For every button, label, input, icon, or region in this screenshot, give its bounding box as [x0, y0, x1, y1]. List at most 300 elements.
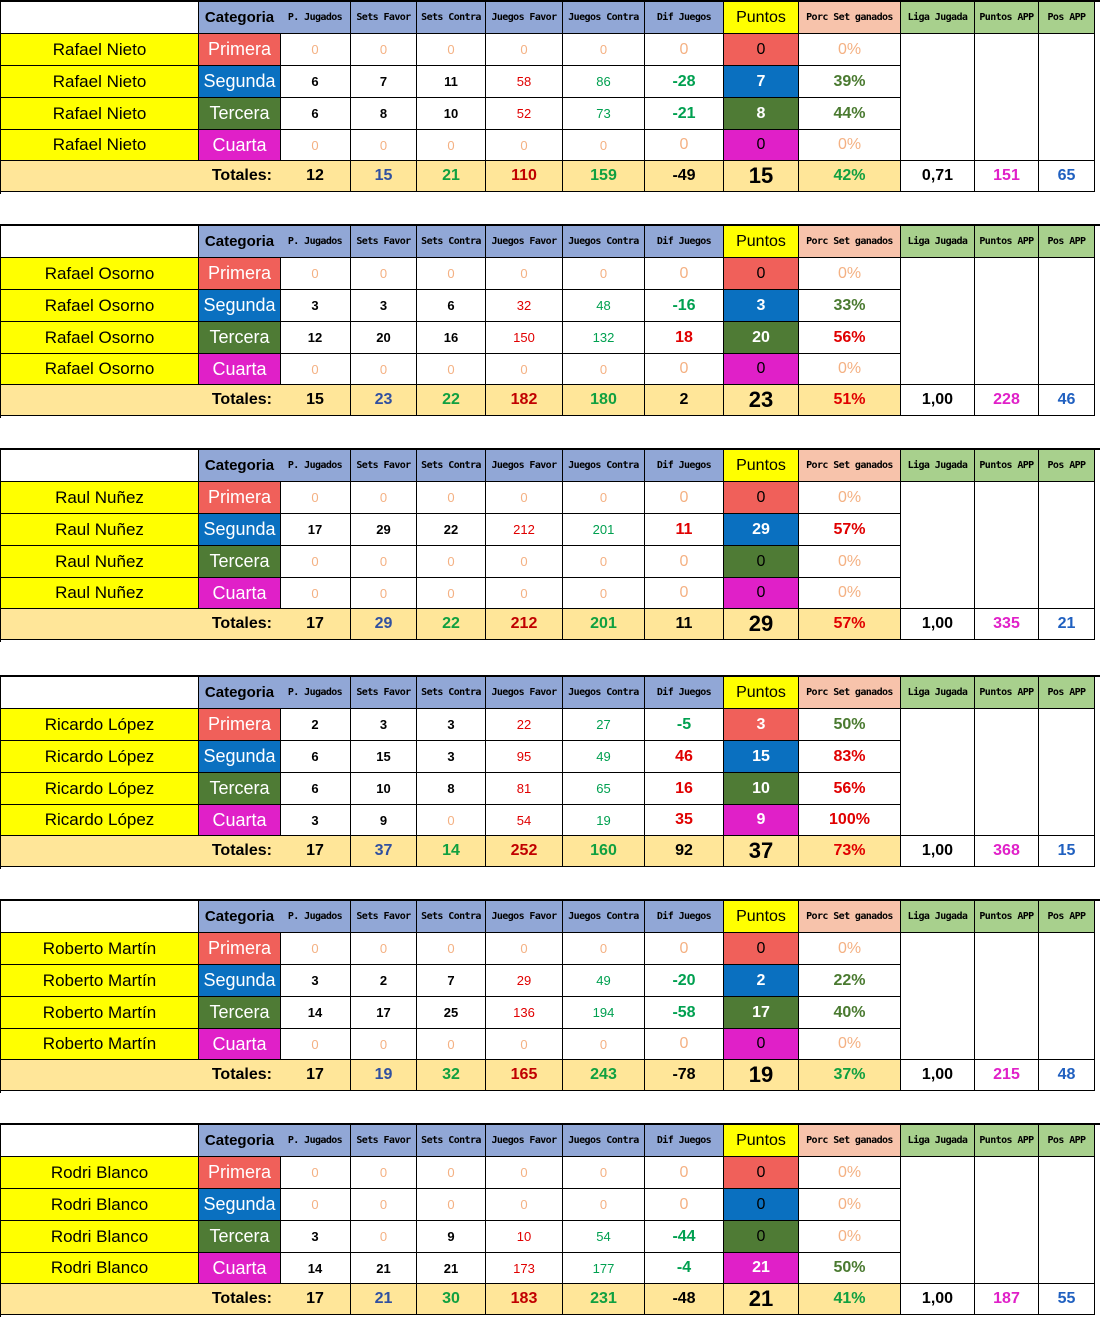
player-block	[0, 0, 1100, 194]
header-p-jugados: P. Jugados	[280, 226, 351, 258]
p-jugados-value: 0	[280, 1157, 351, 1189]
p-jugados-value: 6	[280, 66, 351, 98]
p-jugados-value: 14	[280, 1253, 351, 1284]
category-cuarta: Cuarta	[199, 1029, 281, 1060]
juegos-favor-value: 173	[486, 1253, 563, 1284]
total-juegos-contra: 180	[563, 385, 645, 416]
header-juegos-favor: Juegos Favor	[486, 2, 563, 34]
dif-juegos-value: 0	[645, 354, 724, 385]
pos-app-empty	[1039, 965, 1095, 997]
sets-contra-value: 10	[417, 98, 486, 130]
juegos-contra-value: 0	[563, 546, 645, 578]
total-porc-set-ganados: 73%	[799, 836, 901, 867]
header-sets-contra: Sets Contra	[417, 677, 486, 709]
category-tercera: Tercera	[199, 773, 281, 805]
dif-juegos-value: 35	[645, 805, 724, 836]
p-jugados-value: 0	[280, 258, 351, 290]
total-sets-favor: 21	[351, 1284, 417, 1315]
puntos-app-empty	[975, 578, 1039, 609]
header-sets-favor: Sets Favor	[351, 226, 417, 258]
player-name: Rafael Nieto	[1, 34, 199, 66]
total-puntos-app: 187	[975, 1284, 1039, 1315]
sets-favor-value: 8	[351, 98, 417, 130]
dif-juegos-value: 0	[645, 578, 724, 609]
header-dif-juegos: Dif Juegos	[645, 901, 724, 933]
totals-label: Totales:	[1, 836, 281, 867]
header-p-jugados: P. Jugados	[280, 2, 351, 34]
player-name: Raul Nuñez	[1, 546, 199, 578]
juegos-contra-value: 49	[563, 741, 645, 773]
total-juegos-favor: 252	[486, 836, 563, 867]
liga-jugada-empty	[901, 258, 975, 290]
porc-set-ganados-value: 0%	[799, 1029, 901, 1060]
player-name: Roberto Martín	[1, 933, 199, 965]
header-p-jugados: P. Jugados	[280, 450, 351, 482]
total-pos-app: 21	[1039, 609, 1095, 640]
juegos-favor-value: 0	[486, 482, 563, 514]
juegos-contra-value: 0	[563, 34, 645, 66]
sets-contra-value: 16	[417, 322, 486, 354]
category-segunda: Segunda	[199, 514, 281, 546]
juegos-favor-value: 0	[486, 578, 563, 609]
sets-contra-value: 0	[417, 546, 486, 578]
sets-favor-value: 0	[351, 546, 417, 578]
juegos-contra-value: 0	[563, 258, 645, 290]
juegos-contra-value: 0	[563, 1157, 645, 1189]
header-porc-set-ganados: Porc Set ganados	[799, 901, 901, 933]
porc-set-ganados-value: 57%	[799, 514, 901, 546]
total-puntos: 15	[724, 161, 799, 192]
p-jugados-value: 0	[280, 1029, 351, 1060]
juegos-contra-value: 86	[563, 66, 645, 98]
puntos-value: 29	[724, 514, 799, 546]
dif-juegos-value: 0	[645, 546, 724, 578]
juegos-favor-value: 0	[486, 258, 563, 290]
category-primera: Primera	[199, 34, 281, 66]
sets-favor-value: 17	[351, 997, 417, 1029]
sets-favor-value: 0	[351, 1189, 417, 1221]
header-porc-set-ganados: Porc Set ganados	[799, 677, 901, 709]
player-stats-grid	[280, 899, 1100, 1093]
juegos-favor-value: 212	[486, 514, 563, 546]
player-name: Rodri Blanco	[1, 1189, 199, 1221]
sets-favor-value: 0	[351, 1221, 417, 1253]
header-blank-cell	[1, 1125, 199, 1157]
puntos-app-empty	[975, 1253, 1039, 1284]
player-name: Ricardo López	[1, 709, 199, 741]
juegos-favor-value: 22	[486, 709, 563, 741]
pos-app-empty	[1039, 773, 1095, 805]
totals-label: Totales:	[1, 385, 281, 416]
header-blank-cell	[1, 226, 199, 258]
juegos-contra-value: 48	[563, 290, 645, 322]
player-stats-grid	[280, 448, 1100, 642]
category-primera: Primera	[199, 709, 281, 741]
total-sets-favor: 29	[351, 609, 417, 640]
header-liga-jugada: Liga Jugada	[901, 677, 975, 709]
total-p-jugados: 17	[280, 609, 351, 640]
total-puntos-app: 335	[975, 609, 1039, 640]
sets-favor-value: 10	[351, 773, 417, 805]
header-juegos-contra: Juegos Contra	[563, 226, 645, 258]
header-juegos-favor: Juegos Favor	[486, 450, 563, 482]
puntos-value: 0	[724, 578, 799, 609]
header-p-jugados: P. Jugados	[280, 677, 351, 709]
total-puntos: 19	[724, 1060, 799, 1091]
dif-juegos-value: 0	[645, 130, 724, 161]
total-liga-jugada: 0,71	[901, 161, 975, 192]
pos-app-empty	[1039, 1253, 1095, 1284]
player-block	[0, 448, 1100, 642]
pos-app-empty	[1039, 514, 1095, 546]
total-puntos-app: 368	[975, 836, 1039, 867]
dif-juegos-value: 18	[645, 322, 724, 354]
totals-label: Totales:	[1, 1060, 281, 1091]
puntos-value: 17	[724, 997, 799, 1029]
p-jugados-value: 0	[280, 130, 351, 161]
header-dif-juegos: Dif Juegos	[645, 677, 724, 709]
total-puntos: 37	[724, 836, 799, 867]
dif-juegos-value: 0	[645, 933, 724, 965]
category-cuarta: Cuarta	[199, 130, 281, 161]
pos-app-empty	[1039, 1221, 1095, 1253]
sets-favor-value: 29	[351, 514, 417, 546]
total-p-jugados: 17	[280, 1284, 351, 1315]
header-liga-jugada: Liga Jugada	[901, 226, 975, 258]
pos-app-empty	[1039, 1029, 1095, 1060]
liga-jugada-empty	[901, 578, 975, 609]
dif-juegos-value: 11	[645, 514, 724, 546]
liga-jugada-empty	[901, 290, 975, 322]
header-puntos: Puntos	[724, 2, 799, 34]
sets-favor-value: 21	[351, 1253, 417, 1284]
dif-juegos-value: 0	[645, 1029, 724, 1060]
puntos-value: 3	[724, 290, 799, 322]
liga-jugada-empty	[901, 514, 975, 546]
sets-contra-value: 8	[417, 773, 486, 805]
header-porc-set-ganados: Porc Set ganados	[799, 226, 901, 258]
porc-set-ganados-value: 33%	[799, 290, 901, 322]
juegos-favor-value: 0	[486, 1157, 563, 1189]
juegos-contra-value: 194	[563, 997, 645, 1029]
player-name: Rafael Nieto	[1, 98, 199, 130]
player-name: Roberto Martín	[1, 997, 199, 1029]
juegos-favor-value: 0	[486, 1189, 563, 1221]
sets-contra-value: 0	[417, 34, 486, 66]
p-jugados-value: 3	[280, 965, 351, 997]
player-block	[0, 899, 1100, 1093]
header-juegos-favor: Juegos Favor	[486, 226, 563, 258]
player-name: Ricardo López	[1, 773, 199, 805]
liga-jugada-empty	[901, 709, 975, 741]
p-jugados-value: 3	[280, 290, 351, 322]
sets-contra-value: 11	[417, 66, 486, 98]
puntos-app-empty	[975, 965, 1039, 997]
puntos-app-empty	[975, 354, 1039, 385]
puntos-value: 15	[724, 741, 799, 773]
dif-juegos-value: 16	[645, 773, 724, 805]
porc-set-ganados-value: 0%	[799, 1157, 901, 1189]
puntos-app-empty	[975, 514, 1039, 546]
pos-app-empty	[1039, 997, 1095, 1029]
puntos-app-empty	[975, 997, 1039, 1029]
sets-contra-value: 0	[417, 1029, 486, 1060]
total-juegos-contra: 243	[563, 1060, 645, 1091]
player-left-grid	[0, 675, 280, 869]
player-name: Roberto Martín	[1, 965, 199, 997]
puntos-app-empty	[975, 1157, 1039, 1189]
category-tercera: Tercera	[199, 997, 281, 1029]
header-liga-jugada: Liga Jugada	[901, 1125, 975, 1157]
sets-favor-value: 0	[351, 578, 417, 609]
p-jugados-value: 6	[280, 741, 351, 773]
header-dif-juegos: Dif Juegos	[645, 1125, 724, 1157]
sets-contra-value: 0	[417, 1189, 486, 1221]
puntos-app-empty	[975, 98, 1039, 130]
juegos-contra-value: 0	[563, 482, 645, 514]
puntos-value: 10	[724, 773, 799, 805]
porc-set-ganados-value: 0%	[799, 354, 901, 385]
category-cuarta: Cuarta	[199, 1253, 281, 1284]
liga-jugada-empty	[901, 322, 975, 354]
puntos-value: 0	[724, 546, 799, 578]
liga-jugada-empty	[901, 773, 975, 805]
sets-contra-value: 6	[417, 290, 486, 322]
pos-app-empty	[1039, 482, 1095, 514]
player-name: Ricardo López	[1, 741, 199, 773]
total-dif-juegos: 11	[645, 609, 724, 640]
juegos-contra-value: 0	[563, 130, 645, 161]
header-sets-favor: Sets Favor	[351, 1125, 417, 1157]
player-name: Raul Nuñez	[1, 578, 199, 609]
header-puntos-app: Puntos APP	[975, 677, 1039, 709]
puntos-value: 8	[724, 98, 799, 130]
total-puntos: 23	[724, 385, 799, 416]
header-categoria: Categoria	[199, 1125, 281, 1157]
sets-contra-value: 3	[417, 741, 486, 773]
header-blank-cell	[1, 677, 199, 709]
total-puntos-app: 228	[975, 385, 1039, 416]
porc-set-ganados-value: 0%	[799, 482, 901, 514]
puntos-app-empty	[975, 805, 1039, 836]
header-sets-favor: Sets Favor	[351, 677, 417, 709]
juegos-favor-value: 32	[486, 290, 563, 322]
puntos-app-empty	[975, 130, 1039, 161]
dif-juegos-value: -4	[645, 1253, 724, 1284]
juegos-favor-value: 0	[486, 354, 563, 385]
player-name: Rodri Blanco	[1, 1221, 199, 1253]
puntos-app-empty	[975, 1029, 1039, 1060]
total-sets-contra: 22	[417, 609, 486, 640]
total-juegos-favor: 165	[486, 1060, 563, 1091]
total-porc-set-ganados: 42%	[799, 161, 901, 192]
total-liga-jugada: 1,00	[901, 1284, 975, 1315]
total-puntos: 29	[724, 609, 799, 640]
puntos-value: 9	[724, 805, 799, 836]
juegos-favor-value: 0	[486, 933, 563, 965]
total-pos-app: 48	[1039, 1060, 1095, 1091]
header-porc-set-ganados: Porc Set ganados	[799, 2, 901, 34]
juegos-favor-value: 54	[486, 805, 563, 836]
player-name: Raul Nuñez	[1, 482, 199, 514]
header-dif-juegos: Dif Juegos	[645, 226, 724, 258]
p-jugados-value: 14	[280, 997, 351, 1029]
header-sets-favor: Sets Favor	[351, 450, 417, 482]
category-primera: Primera	[199, 258, 281, 290]
juegos-favor-value: 0	[486, 34, 563, 66]
player-name: Rafael Osorno	[1, 322, 199, 354]
dif-juegos-value: 0	[645, 1189, 724, 1221]
puntos-app-empty	[975, 290, 1039, 322]
juegos-contra-value: 65	[563, 773, 645, 805]
player-block	[0, 1123, 1100, 1317]
sets-contra-value: 0	[417, 482, 486, 514]
sets-favor-value: 20	[351, 322, 417, 354]
porc-set-ganados-value: 0%	[799, 933, 901, 965]
totals-label: Totales:	[1, 161, 281, 192]
player-name: Rodri Blanco	[1, 1157, 199, 1189]
p-jugados-value: 0	[280, 354, 351, 385]
category-segunda: Segunda	[199, 965, 281, 997]
juegos-contra-value: 0	[563, 933, 645, 965]
header-juegos-contra: Juegos Contra	[563, 2, 645, 34]
header-sets-contra: Sets Contra	[417, 1125, 486, 1157]
total-p-jugados: 15	[280, 385, 351, 416]
porc-set-ganados-value: 0%	[799, 130, 901, 161]
header-puntos: Puntos	[724, 1125, 799, 1157]
total-pos-app: 65	[1039, 161, 1095, 192]
category-segunda: Segunda	[199, 741, 281, 773]
sets-contra-value: 21	[417, 1253, 486, 1284]
category-segunda: Segunda	[199, 66, 281, 98]
juegos-favor-value: 10	[486, 1221, 563, 1253]
puntos-value: 0	[724, 130, 799, 161]
total-sets-favor: 19	[351, 1060, 417, 1091]
total-porc-set-ganados: 57%	[799, 609, 901, 640]
total-p-jugados: 17	[280, 836, 351, 867]
total-juegos-favor: 212	[486, 609, 563, 640]
juegos-contra-value: 0	[563, 1189, 645, 1221]
header-blank-cell	[1, 2, 199, 34]
juegos-contra-value: 27	[563, 709, 645, 741]
puntos-value: 20	[724, 322, 799, 354]
porc-set-ganados-value: 83%	[799, 741, 901, 773]
header-sets-contra: Sets Contra	[417, 901, 486, 933]
header-categoria: Categoria	[199, 2, 281, 34]
header-juegos-favor: Juegos Favor	[486, 901, 563, 933]
header-juegos-favor: Juegos Favor	[486, 1125, 563, 1157]
juegos-favor-value: 29	[486, 965, 563, 997]
category-cuarta: Cuarta	[199, 805, 281, 836]
header-pos-app: Pos APP	[1039, 677, 1095, 709]
porc-set-ganados-value: 0%	[799, 258, 901, 290]
puntos-app-empty	[975, 741, 1039, 773]
sets-contra-value: 0	[417, 354, 486, 385]
pos-app-empty	[1039, 1157, 1095, 1189]
category-tercera: Tercera	[199, 546, 281, 578]
dif-juegos-value: -5	[645, 709, 724, 741]
porc-set-ganados-value: 0%	[799, 34, 901, 66]
header-puntos: Puntos	[724, 901, 799, 933]
total-porc-set-ganados: 41%	[799, 1284, 901, 1315]
total-dif-juegos: 2	[645, 385, 724, 416]
total-juegos-favor: 110	[486, 161, 563, 192]
player-name: Rafael Nieto	[1, 66, 199, 98]
player-name: Rafael Osorno	[1, 258, 199, 290]
pos-app-empty	[1039, 258, 1095, 290]
liga-jugada-empty	[901, 741, 975, 773]
total-sets-favor: 23	[351, 385, 417, 416]
dif-juegos-value: 0	[645, 258, 724, 290]
total-sets-contra: 14	[417, 836, 486, 867]
header-puntos: Puntos	[724, 450, 799, 482]
pos-app-empty	[1039, 741, 1095, 773]
total-juegos-contra: 159	[563, 161, 645, 192]
juegos-favor-value: 150	[486, 322, 563, 354]
header-pos-app: Pos APP	[1039, 226, 1095, 258]
puntos-app-empty	[975, 34, 1039, 66]
sets-contra-value: 22	[417, 514, 486, 546]
puntos-value: 21	[724, 1253, 799, 1284]
header-juegos-contra: Juegos Contra	[563, 450, 645, 482]
header-pos-app: Pos APP	[1039, 1125, 1095, 1157]
player-name: Rodri Blanco	[1, 1253, 199, 1284]
sets-contra-value: 0	[417, 805, 486, 836]
total-porc-set-ganados: 51%	[799, 385, 901, 416]
sets-favor-value: 0	[351, 354, 417, 385]
puntos-value: 0	[724, 482, 799, 514]
porc-set-ganados-value: 0%	[799, 546, 901, 578]
liga-jugada-empty	[901, 34, 975, 66]
liga-jugada-empty	[901, 98, 975, 130]
category-segunda: Segunda	[199, 1189, 281, 1221]
sets-favor-value: 0	[351, 34, 417, 66]
total-liga-jugada: 1,00	[901, 385, 975, 416]
header-categoria: Categoria	[199, 226, 281, 258]
total-dif-juegos: 92	[645, 836, 724, 867]
liga-jugada-empty	[901, 354, 975, 385]
porc-set-ganados-value: 40%	[799, 997, 901, 1029]
p-jugados-value: 0	[280, 546, 351, 578]
pos-app-empty	[1039, 546, 1095, 578]
header-puntos-app: Puntos APP	[975, 450, 1039, 482]
liga-jugada-empty	[901, 933, 975, 965]
dif-juegos-value: -20	[645, 965, 724, 997]
puntos-app-empty	[975, 546, 1039, 578]
puntos-value: 0	[724, 1157, 799, 1189]
puntos-app-empty	[975, 66, 1039, 98]
dif-juegos-value: 0	[645, 34, 724, 66]
puntos-value: 0	[724, 354, 799, 385]
liga-jugada-empty	[901, 1157, 975, 1189]
pos-app-empty	[1039, 34, 1095, 66]
porc-set-ganados-value: 100%	[799, 805, 901, 836]
porc-set-ganados-value: 50%	[799, 1253, 901, 1284]
header-dif-juegos: Dif Juegos	[645, 450, 724, 482]
header-puntos-app: Puntos APP	[975, 1125, 1039, 1157]
sets-favor-value: 9	[351, 805, 417, 836]
category-primera: Primera	[199, 482, 281, 514]
p-jugados-value: 0	[280, 578, 351, 609]
porc-set-ganados-value: 56%	[799, 773, 901, 805]
header-porc-set-ganados: Porc Set ganados	[799, 450, 901, 482]
header-puntos-app: Puntos APP	[975, 2, 1039, 34]
p-jugados-value: 6	[280, 773, 351, 805]
total-sets-contra: 22	[417, 385, 486, 416]
liga-jugada-empty	[901, 997, 975, 1029]
total-pos-app: 55	[1039, 1284, 1095, 1315]
dif-juegos-value: 46	[645, 741, 724, 773]
